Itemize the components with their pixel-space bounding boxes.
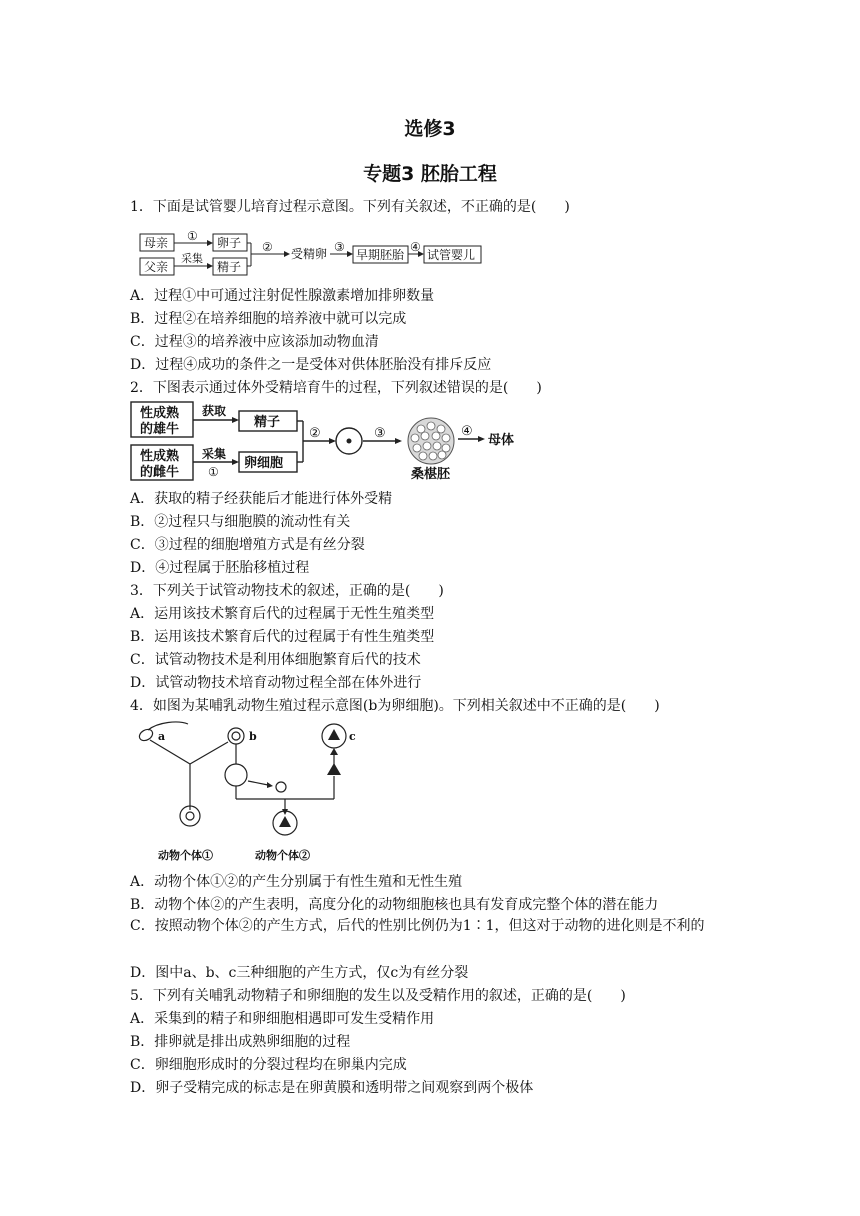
egg-b-outer [228,728,244,744]
q2-option-d: D．④过程属于胚胎移植过程 [130,560,310,576]
q2-male-line2: 的雄牛 [140,422,180,437]
q5-option-b: B．排卵就是排出成熟卵细胞的过程 [130,1034,351,1050]
q5-option-d: D．卵子受精完成的标志是在卵黄膜和透明带之间观察到两个极体 [130,1080,534,1096]
q1-fertilized-label: 受精卵 [291,247,328,261]
q4-individual-1-label: 动物个体① [158,849,213,862]
sperm-tail [148,722,188,730]
q2-flow-diagram [128,399,538,483]
q2-female-line1: 性成熟 [140,449,180,464]
individual-1-inner [186,812,194,820]
q4-reproduction-diagram [128,718,368,866]
q2-egg-label: 卵细胞 [244,456,284,471]
question-1-stem: 1．下面是试管婴儿培育过程示意图。下列有关叙述，不正确的是( ) [130,199,570,215]
q1-option-c: C．过程③的培养液中应该添加动物血清 [130,334,379,350]
q1-step-3: ③ [334,240,345,254]
q1-step-4: ④ [410,240,421,254]
question-5-stem: 5．下列有关哺乳动物精子和卵细胞的发生以及受精作用的叙述，正确的是( ) [130,988,626,1004]
q2-option-b: B．②过程只与细胞膜的流动性有关 [130,514,351,530]
q1-flow-diagram [138,228,488,278]
morula-cluster [408,418,454,464]
q4-option-c: C．按照动物个体②的产生方式，后代的性别比例仍为1∶1，但这对于动物的进化则是不利的 [130,918,705,934]
q4-option-a: A．动物个体①②的产生分别属于有性生殖和无性生殖 [130,874,463,890]
q2-option-a: A．获取的精子经获能后才能进行体外受精 [130,491,393,507]
sperm-head [137,727,154,743]
enucleated-egg [225,764,247,786]
q1-option-d: D．过程④成功的条件之一是受体对供体胚胎没有排斥反应 [130,357,492,373]
q3-option-c: C．试管动物技术是利用体细胞繁育后代的技术 [130,652,421,668]
q1-step-2: ② [262,240,273,254]
q2-step-2: ② [309,426,321,441]
page-title: 选修3 [404,118,456,140]
q2-sperm-label: 精子 [254,415,281,430]
q1-option-a: A．过程①中可通过注射促性腺激素增加排卵数量 [130,288,435,304]
q1-egg-label: 卵子 [217,236,242,250]
q2-morula-label: 桑椹胚 [411,467,451,482]
q4-label-a: a [158,730,166,743]
q2-female-line2: 的雌牛 [140,465,180,480]
page-subtitle: 专题3 胚胎工程 [363,163,497,185]
q1-sperm-label: 精子 [217,260,242,274]
q2-obtain-label: 获取 [202,404,227,418]
question-3-stem: 3．下列关于试管动物技术的叙述，正确的是( ) [130,583,444,599]
q4-label-b: b [249,730,257,743]
q1-option-b: B．过程②在培养细胞的培养液中就可以完成 [130,311,407,327]
q2-male-line1: 性成熟 [140,406,180,421]
q2-mother-label: 母体 [488,433,515,448]
q1-mother-label: 母亲 [144,236,169,250]
q1-collect-label: 采集 [181,252,203,265]
q2-collect-label: 采集 [202,447,227,461]
q5-option-a: A．采集到的精子和卵细胞相遇即可发生受精作用 [130,1011,435,1027]
q4-label-c: c [349,730,356,743]
q2-option-c: C．③过程的细胞增殖方式是有丝分裂 [130,537,365,553]
removed-nucleus [276,782,286,792]
q4-option-b: B．动物个体②的产生表明，高度分化的动物细胞核也具有发育成完整个体的潜在能力 [130,897,659,913]
question-4-stem: 4．如图为某哺乳动物生殖过程示意图(b为卵细胞)。下列相关叙述中不正确的是( ) [130,698,660,714]
q4-option-d: D．图中a、b、c三种细胞的产生方式，仅c为有丝分裂 [130,965,469,981]
q3-option-d: D．试管动物技术培育动物过程全部在体外进行 [130,675,422,691]
zygote-nucleus [347,439,352,444]
q5-option-c: C．卵细胞形成时的分裂过程均在卵巢内完成 [130,1057,407,1073]
egg-b-inner [232,732,240,740]
q2-step-1: ① [208,465,219,479]
q3-option-b: B．运用该技术繁育后代的过程属于有性生殖类型 [130,629,435,645]
question-2-stem: 2．下图表示通过体外受精培育牛的过程，下列叙述错误的是( ) [130,380,542,396]
q1-early-embryo-label: 早期胚胎 [356,248,405,262]
q2-step-3: ③ [374,426,386,441]
q2-step-4: ④ [461,424,473,439]
q3-option-a: A．运用该技术繁育后代的过程属于无性生殖类型 [130,606,435,622]
q1-baby-label: 试管婴儿 [427,248,476,262]
q4-individual-2-label: 动物个体② [255,849,310,862]
q1-father-label: 父亲 [144,260,169,274]
q1-step-1: ① [187,229,198,243]
